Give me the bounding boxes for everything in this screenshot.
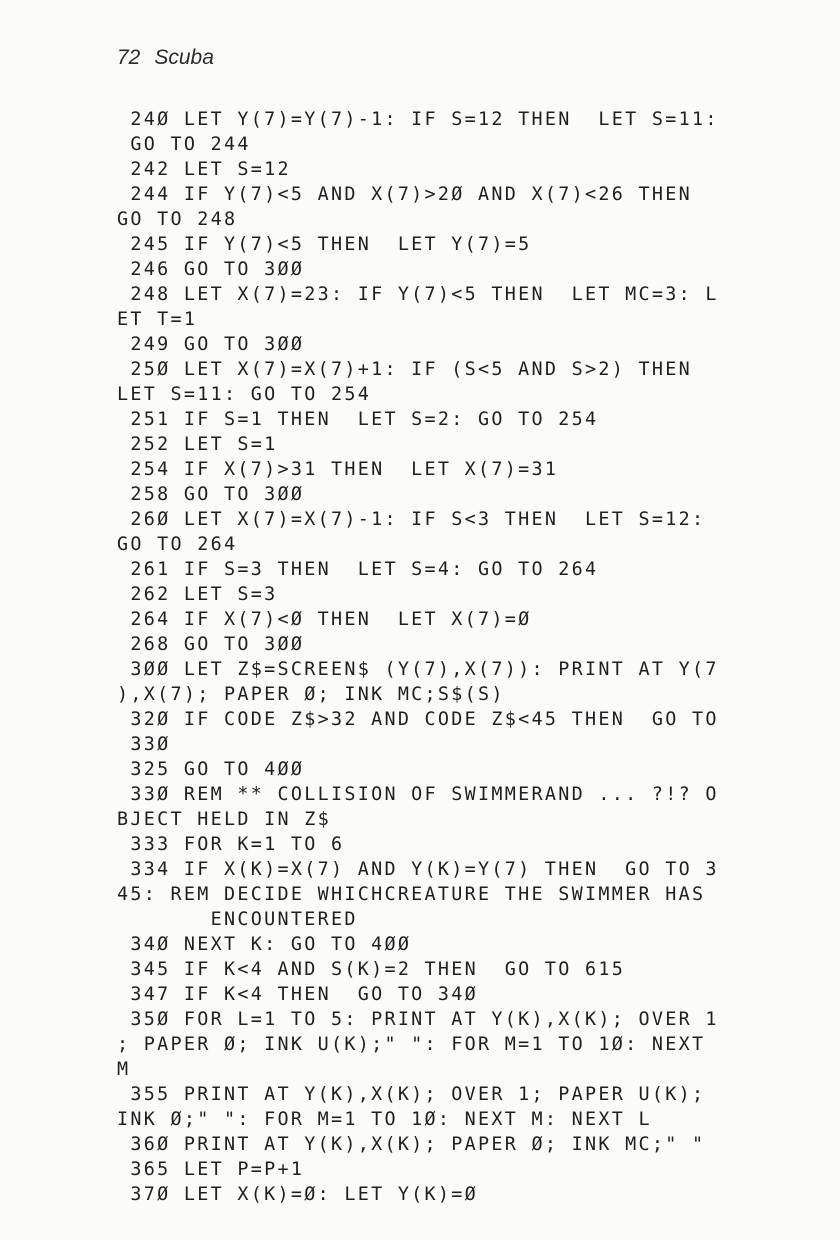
code-line: 26Ø LET X(7)=X(7)-1: IF S<3 THEN LET S=12: [117, 509, 706, 530]
code-line: 37Ø LET X(K)=Ø: LET Y(K)=Ø [117, 1184, 479, 1205]
running-header [117, 46, 214, 70]
code-line: 325 GO TO 4ØØ [117, 759, 305, 780]
code-line: ET T=1 [117, 309, 198, 330]
code-line: 35Ø FOR L=1 TO 5: PRINT AT Y(K),X(K); OVER 1 [117, 1009, 719, 1030]
page-number: 72 [117, 46, 141, 69]
code-line: 262 LET S=3 [117, 584, 278, 605]
code-line: 264 IF X(7)<Ø THEN LET X(7)=Ø [117, 609, 532, 630]
code-line: 33Ø [117, 734, 171, 755]
code-line: LET S=11: GO TO 254 [117, 384, 372, 405]
code-line: 268 GO TO 3ØØ [117, 634, 305, 655]
code-line: INK Ø;" ": FOR M=1 TO 1Ø: NEXT M: NEXT L [117, 1109, 652, 1130]
code-line: 3ØØ LET Z$=SCREEN$ (Y(7),X(7)): PRINT AT Y(7 [117, 659, 719, 680]
code-line: 242 LET S=12 [117, 159, 291, 180]
code-line: 249 GO TO 3ØØ [117, 334, 305, 355]
code-line: BJECT HELD IN Z$ [117, 809, 331, 830]
code-line: 261 IF S=3 THEN LET S=4: GO TO 264 [117, 559, 599, 580]
code-line: 333 FOR K=1 TO 6 [117, 834, 345, 855]
code-line: 254 IF X(7)>31 THEN LET X(7)=31 [117, 459, 559, 480]
code-line: 32Ø IF CODE Z$>32 AND CODE Z$<45 THEN GO TO [117, 709, 719, 730]
code-line: 248 LET X(7)=23: IF Y(7)<5 THEN LET MC=3: L [117, 284, 719, 305]
code-line: GO TO 244 [117, 134, 251, 155]
chapter-title: Scuba [154, 46, 214, 69]
basic-program-listing [117, 107, 757, 1207]
code-line: 245 IF Y(7)<5 THEN LET Y(7)=5 [117, 234, 532, 255]
code-line: 25Ø LET X(7)=X(7)+1: IF (S<5 AND S>2) THEN [117, 359, 692, 380]
code-line: ENCOUNTERED [117, 909, 358, 930]
code-line: 252 LET S=1 [117, 434, 278, 455]
code-line: 365 LET P=P+1 [117, 1159, 305, 1180]
code-line: 334 IF X(K)=X(7) AND Y(K)=Y(7) THEN GO TO 3 [117, 859, 719, 880]
code-line: 34Ø NEXT K: GO TO 4ØØ [117, 934, 412, 955]
code-line: ),X(7); PAPER Ø; INK MC;S$(S) [117, 684, 505, 705]
code-line: 258 GO TO 3ØØ [117, 484, 305, 505]
code-line: 45: REM DECIDE WHICHCREATURE THE SWIMMER HAS [117, 884, 706, 905]
code-line: 345 IF K<4 AND S(K)=2 THEN GO TO 615 [117, 959, 626, 980]
code-line: 24Ø LET Y(7)=Y(7)-1: IF S=12 THEN LET S=11: [117, 109, 719, 130]
code-line: 246 GO TO 3ØØ [117, 259, 305, 280]
code-line: 33Ø REM ** COLLISION OF SWIMMERAND ... ?!? O [117, 784, 719, 805]
code-line: 355 PRINT AT Y(K),X(K); OVER 1; PAPER U(K); [117, 1084, 706, 1105]
code-line: GO TO 264 [117, 534, 238, 555]
code-line: 251 IF S=1 THEN LET S=2: GO TO 254 [117, 409, 599, 430]
code-line: GO TO 248 [117, 209, 238, 230]
code-line: 347 IF K<4 THEN GO TO 34Ø [117, 984, 479, 1005]
code-line: ; PAPER Ø; INK U(K);" ": FOR M=1 TO 1Ø: NEXT [117, 1034, 706, 1055]
code-line: 36Ø PRINT AT Y(K),X(K); PAPER Ø; INK MC;" " [117, 1134, 706, 1155]
code-line: M [117, 1059, 131, 1080]
code-line: 244 IF Y(7)<5 AND X(7)>2Ø AND X(7)<26 THEN [117, 184, 692, 205]
